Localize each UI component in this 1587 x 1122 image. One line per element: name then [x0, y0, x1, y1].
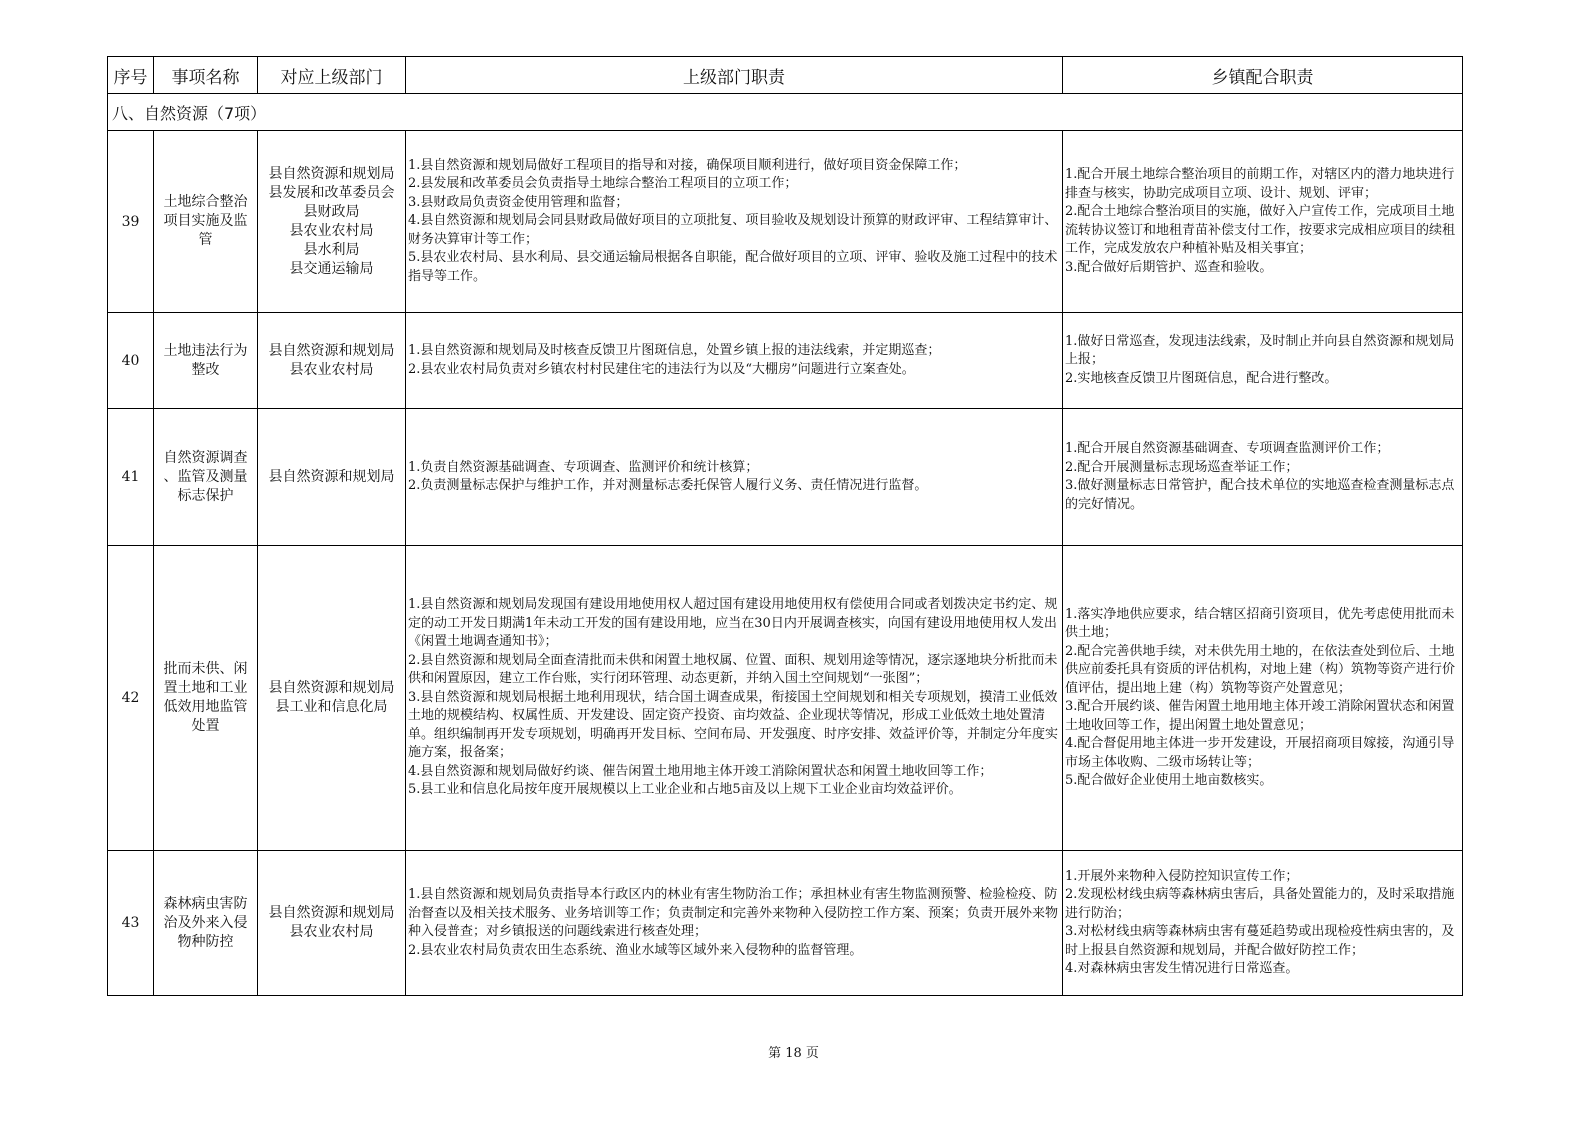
- row-superior-duties: [406, 546, 1063, 851]
- item-name-line: 治及外来入侵: [163, 914, 248, 931]
- header-item-name: 事项名称: [154, 57, 258, 94]
- row-township-duties: [1063, 409, 1463, 546]
- duty-item: 1.县自然资源和规划局做好工程项目的指导和对接，确保项目顺利进行，做好项目资金保障工作；: [408, 157, 967, 173]
- item-name-line: 低效用地监管: [163, 699, 248, 715]
- row-item-name: [154, 409, 258, 546]
- duty-item: 1.县自然资源和规划局及时核查反馈卫片图斑信息，处置乡镇上报的违法线索，并定期巡查；: [408, 343, 941, 358]
- department-name: 县自然资源和规划局: [268, 680, 395, 696]
- item-name-line: 、监管及测量: [163, 468, 248, 485]
- item-name-line: 置土地和工业: [163, 680, 248, 696]
- item-name-line: 森林病虫害防: [163, 895, 248, 912]
- item-name-line: 管: [198, 232, 213, 248]
- duty-item: 2.发现松材线虫病等森林病虫害后，具备处置能力的，及时采取措施进行防治；: [1065, 887, 1455, 921]
- department-name: 县自然资源和规划局: [268, 165, 395, 182]
- row-item-name: [154, 851, 258, 996]
- row-item-name: [154, 131, 258, 313]
- row-departments: [258, 851, 406, 996]
- duty-item: 1.做好日常巡查，发现违法线索，及时制止并向县自然资源和规划局上报；: [1065, 333, 1455, 368]
- duty-item: 1.负责自然资源基础调查、专项调查、监测评价和统计核算；: [408, 459, 759, 475]
- department-name: 县水利局: [303, 241, 360, 258]
- duty-item: 1.县自然资源和规划局发现国有建设用地使用权人超过国有建设用地使用权有偿使用合同或者划拨决定书约定、规定的动工开发日期满1年未动工开发的国有建设用地，应当在30日内开展调查核实，向国有建设用地使用权人发出《闲置土地调查通知书》；: [408, 597, 1058, 650]
- department-name: 县自然资源和规划局: [268, 905, 395, 921]
- table-row: [108, 409, 1463, 546]
- row-seq: 40: [108, 313, 154, 409]
- duty-item: 2.配合开展测量标志现场巡查举证工作；: [1065, 459, 1299, 475]
- duty-item: 1.县自然资源和规划局负责指导本行政区内的林业有害生物防治工作；承担林业有害生物监测预警、检验检疫、防治督查以及相关技术服务、业务培训等工作；负责制定和完善外来物种入侵防控工作方案、预案；负责开展外来物种入侵普查；对乡镇报送的问题线索进行核查处理；: [408, 887, 1059, 939]
- duty-item: 1.落实净地供应要求，结合辖区招商引资项目，优先考虑使用批而未供土地；: [1065, 606, 1455, 640]
- duty-item: 1.配合开展土地综合整治项目的前期工作，对辖区内的潜力地块进行排查与核实，协助完成项目立项、设计、规划、评审；: [1065, 167, 1455, 201]
- duty-item: 4.县自然资源和规划局做好约谈、催告闲置土地用地主体开竣工消除闲置状态和闲置土地收回等工作；: [408, 763, 993, 779]
- department-name: 县农业农村局: [289, 222, 374, 239]
- duty-item: 3.配合开展约谈、催告闲置土地用地主体开竣工消除闲置状态和闲置土地收回等工作，提出闲置土地处置意见；: [1065, 699, 1455, 733]
- header-superior-dept: 对应上级部门: [258, 57, 406, 94]
- row-seq: 41: [108, 409, 154, 546]
- row-township-duties: [1063, 851, 1463, 996]
- item-name-line: 土地综合整治: [163, 194, 248, 210]
- row-item-name: [154, 546, 258, 851]
- duty-item: 4.对森林病虫害发生情况进行日常巡查。: [1065, 961, 1299, 976]
- table-row: [108, 851, 1463, 996]
- item-name-line: 物种防控: [177, 933, 234, 950]
- duty-item: 2.县农业农村局负责对乡镇农村村民建住宅的违法行为以及“大棚房”问题进行立案查处。: [408, 361, 915, 377]
- section-title: 八、自然资源（7项）: [108, 94, 1463, 131]
- row-departments: [258, 131, 406, 313]
- duty-item: 4.配合督促用地主体进一步开发建设，开展招商项目嫁接，沟通引导市场主体收购、二级市场转让等；: [1065, 736, 1455, 770]
- table-row: [108, 546, 1463, 851]
- duty-item: 2.配合完善供地手续，对未供先用土地的，在依法查处到位后、土地供应前委托具有资质的评估机构，对地上建（构）筑物等资产进行价值评估，提出地上建（构）筑物等资产处置意见；: [1065, 643, 1456, 696]
- duty-item: 3.对松材线虫病等森林病虫害有蔓延趋势或出现检疫性病虫害的，及时上报县自然资源和规划局，并配合做好防控工作；: [1065, 924, 1455, 958]
- row-township-duties: [1063, 313, 1463, 409]
- row-seq: 39: [108, 131, 154, 313]
- department-name: 县农业农村局: [289, 361, 374, 378]
- row-seq: 43: [108, 851, 154, 996]
- duty-item: 2.配合土地综合整治项目的实施，做好入户宣传工作，完成项目土地流转协议签订和地租青苗补偿支付工作，按要求完成相应项目的续租工作，完成发放农户种植补贴及相关事宜；: [1065, 204, 1456, 256]
- table-row: [108, 131, 1463, 313]
- department-name: 县财政局: [303, 203, 360, 220]
- duty-item: 1.配合开展自然资源基础调查、专项调查监测评价工作；: [1065, 441, 1390, 456]
- department-name: 县自然资源和规划局: [268, 342, 395, 359]
- duty-item: 2.县发展和改革委员会负责指导土地综合整治工程项目的立项工作；: [408, 176, 798, 192]
- duty-item: 3.县财政局负责资金使用管理和监督；: [408, 194, 629, 210]
- item-name-line: 整改: [191, 361, 220, 378]
- row-departments: [258, 409, 406, 546]
- duty-item: 3.做好测量标志日常管护，配合技术单位的实地巡查检查测量标志点的完好情况。: [1065, 478, 1455, 512]
- row-seq: 42: [108, 546, 154, 851]
- duty-item: 5.县农业农村局、县水利局、县交通运输局根据各自职能，配合做好项目的立项、评审、验收及施工过程中的技术指导等工作。: [408, 250, 1058, 284]
- duty-item: 4.县自然资源和规划局会同县财政局做好项目的立项批复、项目验收及规划设计预算的财政评审、工程结算审计、财务决算审计等工作；: [408, 213, 1058, 247]
- department-name: 县农业农村局: [289, 924, 374, 940]
- duty-item: 2.县农业农村局负责农田生态系统、渔业水域等区域外来入侵物种的监督管理。: [408, 942, 863, 958]
- item-name-line: 自然资源调查: [163, 449, 248, 466]
- row-departments: [258, 313, 406, 409]
- item-name-line: 土地违法行为: [163, 342, 248, 359]
- department-name: 县发展和改革委员会: [268, 184, 395, 201]
- row-superior-duties: [406, 409, 1063, 546]
- row-township-duties: [1063, 546, 1463, 851]
- page-number: 第 18 页: [768, 1046, 819, 1061]
- duty-item: 2.实地核查反馈卫片图斑信息，配合进行整改。: [1065, 370, 1338, 386]
- item-name-line: 项目实施及监: [163, 213, 248, 229]
- row-superior-duties: [406, 851, 1063, 996]
- row-item-name: [154, 313, 258, 409]
- duty-item: 5.县工业和信息化局按年度开展规模以上工业企业和占地5亩及以上规下工业企业亩均效益评价。: [408, 782, 962, 798]
- row-township-duties: [1063, 131, 1463, 313]
- duty-item: 5.配合做好企业使用土地亩数核实。: [1065, 773, 1273, 788]
- department-name: 县自然资源和规划局: [268, 468, 395, 485]
- row-superior-duties: [406, 131, 1063, 313]
- row-departments: [258, 546, 406, 851]
- section-row: [108, 94, 1463, 131]
- header-seq: 序号: [108, 57, 154, 94]
- duty-item: 3.配合做好后期管护、巡查和验收。: [1065, 259, 1273, 275]
- item-name-line: 标志保护: [177, 487, 234, 504]
- item-name-line: 处置: [191, 718, 220, 734]
- duty-item: 1.开展外来物种入侵防控知识宣传工作；: [1065, 868, 1299, 884]
- duty-item: 2.负责测量标志保护与维护工作，并对测量标志委托保管人履行义务、责任情况进行监督。: [408, 478, 928, 493]
- department-name: 县交通运输局: [289, 260, 374, 277]
- table-row: [108, 313, 1463, 409]
- row-superior-duties: [406, 313, 1063, 409]
- duty-item: 3.县自然资源和规划局根据土地利用现状，结合国土调查成果，衔接国土空间规划和相关专项规划，摸清工业低效土地的规模结构、权属性质、开发建设、固定资产投资、亩均效益、企业现状等情况，形成工业低效土地处置清单。组织编制再开发专项规划，明确再开发目标、空间布局、开发强度、时序安排、效益评价等，并制定分年度实施方案，报备案；: [408, 689, 1059, 761]
- item-name-line: 批而未供、闲: [163, 661, 248, 677]
- responsibility-table: [107, 56, 1463, 996]
- duty-item: 2.县自然资源和规划局全面查清批而未供和闲置土地权属、位置、面积、规划用途等情况，逐宗逐地块分析批而未供和闲置原因，建立工作台账，实行闭环管理、动态更新，并纳入国土空间规划“一张图”；: [408, 652, 1058, 687]
- header-township-duties: 乡镇配合职责: [1063, 57, 1463, 94]
- department-name: 县工业和信息化局: [275, 699, 388, 715]
- header-superior-duties: 上级部门职责: [406, 57, 1063, 94]
- table-header-row: [108, 57, 1463, 94]
